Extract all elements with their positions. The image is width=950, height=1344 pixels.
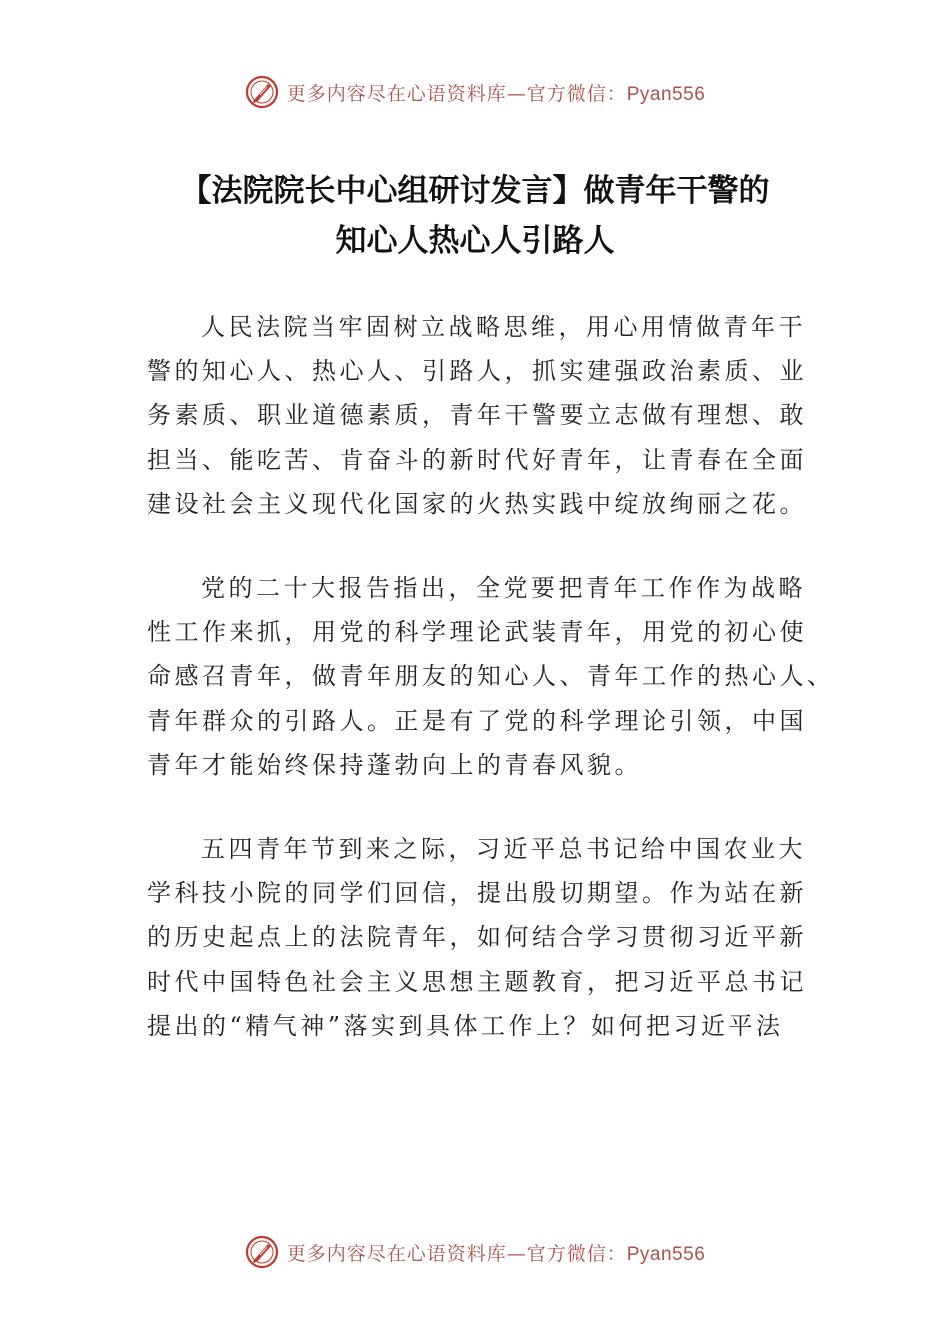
wechat-id: Pyan556 [626,83,706,105]
paragraph-line: 提出的“精气神”落实到具体工作上？如何把习近平法 [147,1011,784,1040]
document-title [100,166,850,266]
paragraph-line: 党的二十大报告指出，全党要把青年工作作为战略 [201,574,806,603]
paragraph-line: 命感召青年，做青年朋友的知心人、青年工作的热心人、 [147,662,835,691]
quill-seal-icon [245,1235,279,1269]
banner-text: 更多内容尽在心语资料库—官方微信：Pyan556 [286,1242,706,1265]
paragraph-1 [147,305,807,526]
title-line-1: 【法院院长中心组研讨发言】做青年干警的 [180,173,770,209]
banner-text: 更多内容尽在心语资料库—官方微信：Pyan556 [286,82,706,105]
header-banner [0,70,950,114]
title-line-2: 知心人热心人引路人 [335,223,615,259]
document-body [147,305,835,1088]
paragraph-line: 青年群众的引路人。正是有了党的科学理论引领，中国 [147,706,807,735]
paragraph-line: 务素质、职业道德素质，青年干警要立志做有理想、敢 [147,401,807,430]
paragraph-line: 建设社会主义现代化国家的火热实践中绽放绚丽之花。 [147,489,807,518]
paragraph-line: 的历史起点上的法院青年，如何结合学习贯彻习近平新 [147,923,807,952]
paragraph-line: 青年才能始终保持蓬勃向上的青春风貌。 [147,750,642,779]
paragraph-line: 担当、能吃苦、肯奋斗的新时代好青年，让青春在全面 [147,445,807,474]
wechat-id: Pyan556 [626,1243,706,1265]
paragraph-2 [147,566,835,787]
paragraph-line: 人民法院当牢固树立战略思维，用心用情做青年干 [201,313,806,341]
footer-banner [0,1230,950,1274]
quill-seal-icon [245,75,279,109]
paragraph-line: 性工作来抓，用党的科学理论武装青年，用党的初心使 [147,618,807,647]
paragraph-line: 学科技小院的同学们回信，提出殷切期望。作为站在新 [147,879,807,908]
paragraph-line: 时代中国特色社会主义思想主题教育，把习近平总书记 [147,967,807,996]
paragraph-3 [147,827,807,1048]
paragraph-line: 警的知心人、热心人、引路人，抓实建强政治素质、业 [147,357,807,386]
paragraph-line: 五四青年节到来之际，习近平总书记给中国农业大 [201,835,806,864]
